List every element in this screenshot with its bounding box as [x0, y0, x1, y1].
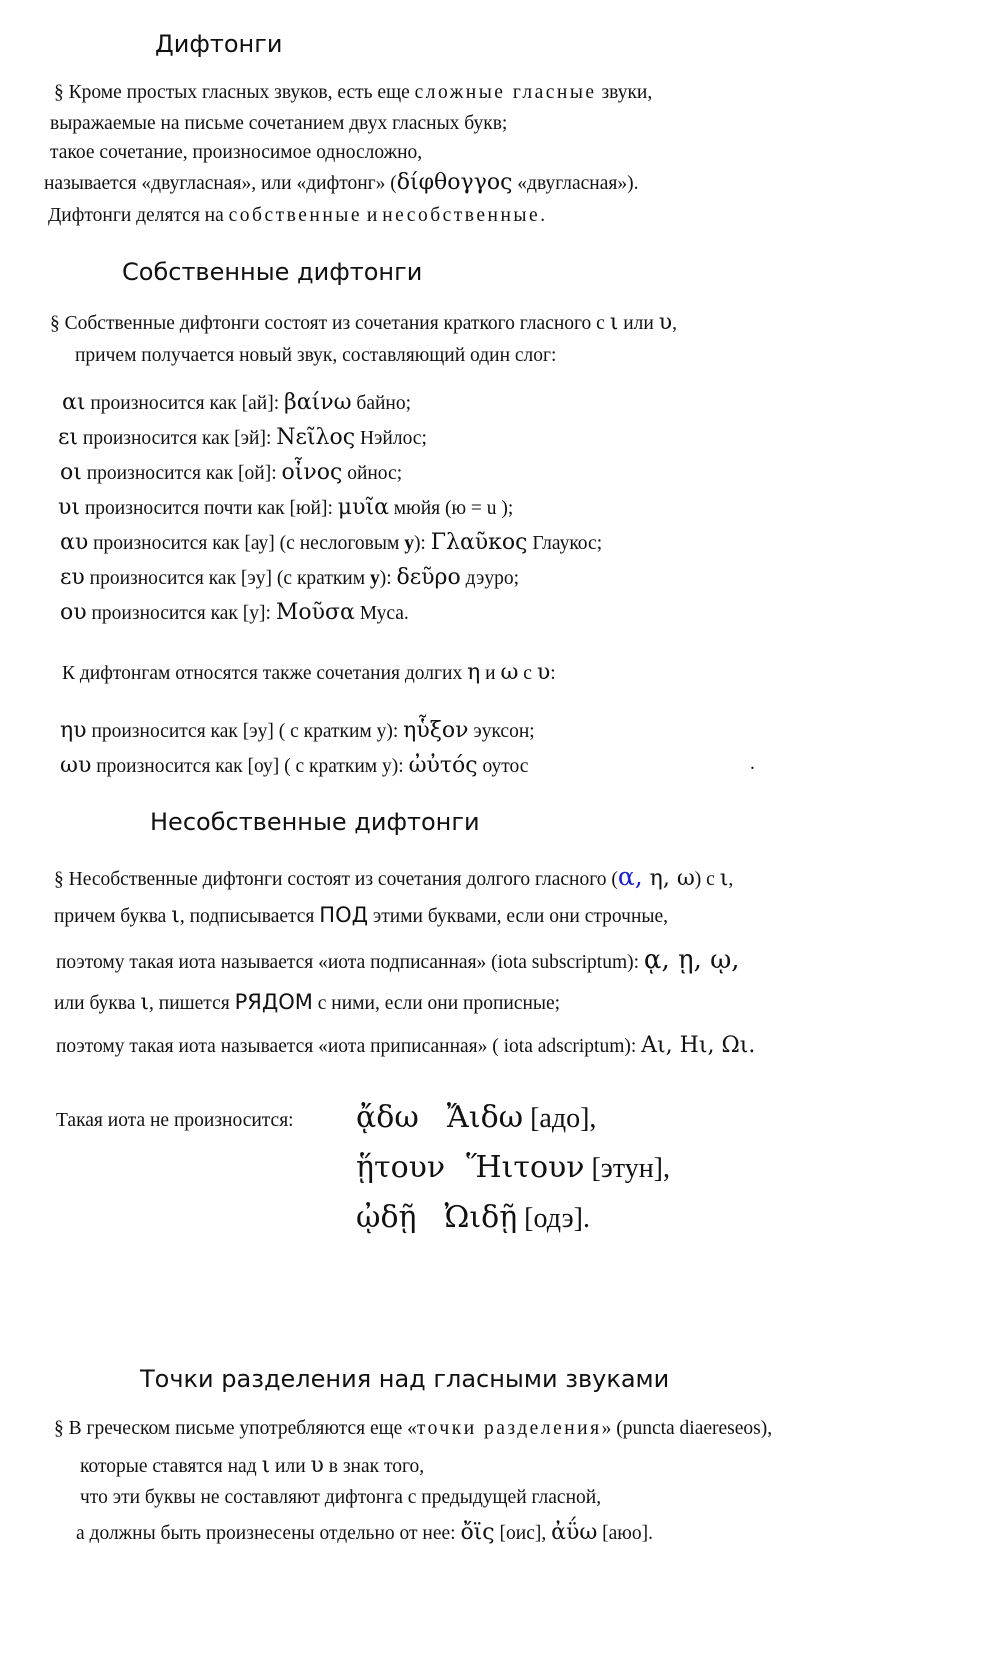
text: и — [362, 205, 383, 226]
text: , — [728, 869, 734, 890]
greek-letter: υ — [658, 310, 673, 335]
text: произносится почти как [юй]: — [80, 498, 338, 519]
transliteration: [одэ]. — [524, 1203, 590, 1234]
text: произносится как [ой]: — [81, 463, 282, 484]
transliteration: дэуро; — [460, 568, 520, 589]
text: «двугласная»). — [512, 173, 639, 194]
text: или — [270, 1456, 311, 1477]
text: поэтому такая иота называется «иота приписанная» ( iota adscriptum): — [56, 1036, 642, 1057]
transliteration: [этун], — [591, 1153, 671, 1184]
transliteration: [аюо]. — [597, 1523, 653, 1544]
transliteration: [оис], — [494, 1523, 552, 1544]
greek-letter: ι — [140, 990, 150, 1015]
text: , подписывается — [179, 906, 320, 927]
transliteration: байно; — [351, 393, 412, 414]
text: называется «двугласная», или «дифтонг» ( — [44, 173, 397, 194]
trailing-dot: . — [750, 753, 755, 774]
proper-row — [60, 600, 409, 625]
text: К дифтонгам относятся также сочетания долгих — [62, 663, 468, 684]
spaced-term: точки разделения — [416, 1418, 602, 1439]
greek-example: Μοῦσα — [275, 600, 355, 625]
text: » (puncta diaereseos), — [601, 1418, 773, 1439]
silent-iota-example — [356, 1200, 590, 1235]
greek-example: ὠὐτός — [408, 753, 478, 778]
improper-line-2 — [54, 903, 668, 928]
proper-intro-line-2: причем получается новый звук, составляющий один слог: — [75, 345, 557, 366]
greek-word: δίφθογγος — [396, 170, 513, 195]
greek-uppercase: Ἥιτουν — [466, 1150, 585, 1185]
greek-example: μυῖα — [337, 495, 389, 520]
greek-letter: ι — [609, 310, 619, 335]
diphthongs-intro-line-3: такое сочетание, произносимое односложно, — [50, 142, 423, 163]
diphthongs-intro-line-1 — [54, 82, 652, 104]
diphthongs-intro-line-5 — [48, 205, 545, 227]
text: а должны быть произнесены отдельно от нее: — [76, 1523, 461, 1544]
text: произносится как [ай]: — [85, 393, 285, 414]
proper-row — [60, 565, 519, 590]
greek-letter: υ — [310, 1453, 324, 1478]
text: . — [540, 205, 546, 226]
caps-word: ПОД — [319, 903, 369, 927]
transliteration: мюйя (ю = u ); — [388, 498, 514, 519]
greek-example: βαίνω — [284, 390, 352, 415]
greek-letter: υ — [536, 660, 551, 685]
long-row — [60, 753, 528, 778]
diphthong: οι — [60, 460, 82, 485]
text: § В греческом письме употребляются еще « — [54, 1418, 417, 1439]
diphthong: ηυ — [60, 718, 87, 743]
diphthong: αυ — [60, 530, 89, 555]
diaeresis-line-2 — [80, 1453, 424, 1478]
text: причем буква — [54, 906, 172, 927]
text: или буква — [54, 993, 141, 1014]
caps-word: РЯДОМ — [234, 990, 313, 1014]
diphthong: ωυ — [60, 753, 92, 778]
text: звуки, — [596, 82, 653, 103]
greek-letter: ι — [171, 903, 180, 928]
text: произносится как [ау] (с неслоговым — [88, 533, 405, 554]
text: в знак того, — [323, 1456, 425, 1477]
greek-subscript-letters: ᾳ, ῃ, ῳ, — [643, 945, 740, 975]
section-title-diaeresis: Точки разделения над гласными звуками — [140, 1365, 670, 1393]
proper-row — [60, 460, 402, 485]
text: поэтому такая иота называется «иота подписанная» (iota subscriptum): — [56, 952, 644, 973]
greek-adscript-letters: Αι, Ηι, Ωι. — [641, 1033, 756, 1058]
improper-line-1 — [54, 862, 733, 891]
greek-letters: η, ω — [642, 866, 695, 891]
silent-iota-example — [356, 1150, 670, 1185]
greek-alpha-highlighted: α, — [617, 862, 643, 891]
text: произносится как [оу] ( с кратким у): — [91, 756, 409, 777]
proper-row — [62, 390, 411, 415]
greek-example: Γλαῦκος — [430, 530, 528, 555]
greek-letter: ι — [261, 1453, 271, 1478]
diphthong: ου — [60, 600, 87, 625]
diphthong: ευ — [60, 565, 85, 590]
greek-lowercase: ᾄδω — [356, 1100, 419, 1135]
greek-example: ηὗξον — [403, 718, 469, 743]
greek-example: οἶνος — [281, 460, 343, 485]
greek-example: δεῦρο — [396, 565, 461, 590]
diaeresis-line-4 — [76, 1520, 653, 1545]
greek-example: Νεῖλος — [276, 425, 356, 450]
text: ): — [379, 568, 397, 589]
greek-letter: ι — [719, 866, 729, 891]
transliteration: Глаукос; — [527, 533, 603, 554]
diphthongs-intro-line-2: выражаемые на письме сочетанием двух гласных букв; — [50, 113, 508, 134]
improper-line-5 — [56, 1033, 755, 1058]
text: с ними, если они прописные; — [312, 993, 561, 1014]
text: произносится как [эу] (с кратким — [84, 568, 370, 589]
text: , пишется — [149, 993, 235, 1014]
section-title-diphthongs: Дифтонги — [155, 30, 283, 58]
text: § Собственные дифтонги состоят из сочетания краткого гласного с — [50, 313, 610, 334]
proper-intro-line-1 — [50, 310, 677, 335]
diaeresis-line-3: что эти буквы не составляют дифтонга с предыдущей гласной, — [80, 1487, 602, 1508]
long-diphthongs-note — [62, 660, 556, 685]
text: произносится как [у]: — [86, 603, 276, 624]
text: ) с — [694, 869, 720, 890]
diphthong: ει — [58, 425, 79, 450]
transliteration: Нэйлос; — [355, 428, 427, 449]
text: ): — [413, 533, 431, 554]
proper-row — [60, 530, 602, 555]
transliteration: [адо], — [530, 1103, 597, 1134]
greek-example: ἀΰω — [551, 1520, 598, 1545]
diphthongs-intro-line-4 — [44, 170, 639, 195]
text: и — [480, 663, 501, 684]
text: Дифтонги делятся на — [48, 205, 229, 226]
text: произносится как [эй]: — [78, 428, 277, 449]
proper-row — [58, 425, 427, 450]
text: которые ставятся над — [80, 1456, 262, 1477]
spaced-term: сложные гласные — [414, 82, 597, 103]
bold-letter: у — [404, 533, 414, 554]
bold-letter: у — [369, 568, 380, 589]
greek-lowercase: ᾠδῇ — [356, 1200, 417, 1235]
greek-example: ὄϊς — [460, 1520, 495, 1545]
text: § Кроме простых гласных звуков, есть еще — [54, 82, 415, 103]
transliteration: оутос — [477, 756, 529, 777]
diaeresis-line-1 — [54, 1418, 772, 1440]
transliteration: Муса. — [354, 603, 409, 624]
text: с — [518, 663, 537, 684]
text: или — [618, 313, 659, 334]
silent-iota-example — [356, 1100, 596, 1135]
greek-letter: ω — [500, 660, 519, 685]
greek-uppercase: Ἄιδω — [446, 1100, 524, 1135]
text: : — [550, 663, 556, 684]
section-title-proper: Собственные дифтонги — [122, 258, 423, 286]
greek-letter: η — [467, 660, 481, 685]
transliteration: эуксон; — [468, 721, 535, 742]
text: , — [672, 313, 677, 334]
silent-iota-label: Такая иота не произносится: — [56, 1110, 294, 1131]
spaced-term: несобственные — [382, 205, 541, 226]
transliteration: ойнос; — [342, 463, 403, 484]
text: произносится как [эу] ( с кратким у): — [86, 721, 404, 742]
improper-line-3 — [56, 945, 740, 975]
diphthong: υι — [58, 495, 80, 520]
long-row — [60, 718, 535, 743]
proper-row — [58, 495, 513, 520]
diphthong: αι — [62, 390, 86, 415]
text: этими буквами, если они строчные, — [368, 906, 669, 927]
improper-line-4 — [54, 990, 560, 1015]
text: § Несобственные дифтонги состоят из сочетания долгого гласного ( — [54, 869, 618, 890]
greek-uppercase: Ὠιδῇ — [444, 1200, 518, 1235]
greek-lowercase: ᾕτουν — [356, 1150, 446, 1185]
section-title-improper: Несобственные дифтонги — [150, 808, 480, 836]
spaced-term: собственные — [228, 205, 363, 226]
